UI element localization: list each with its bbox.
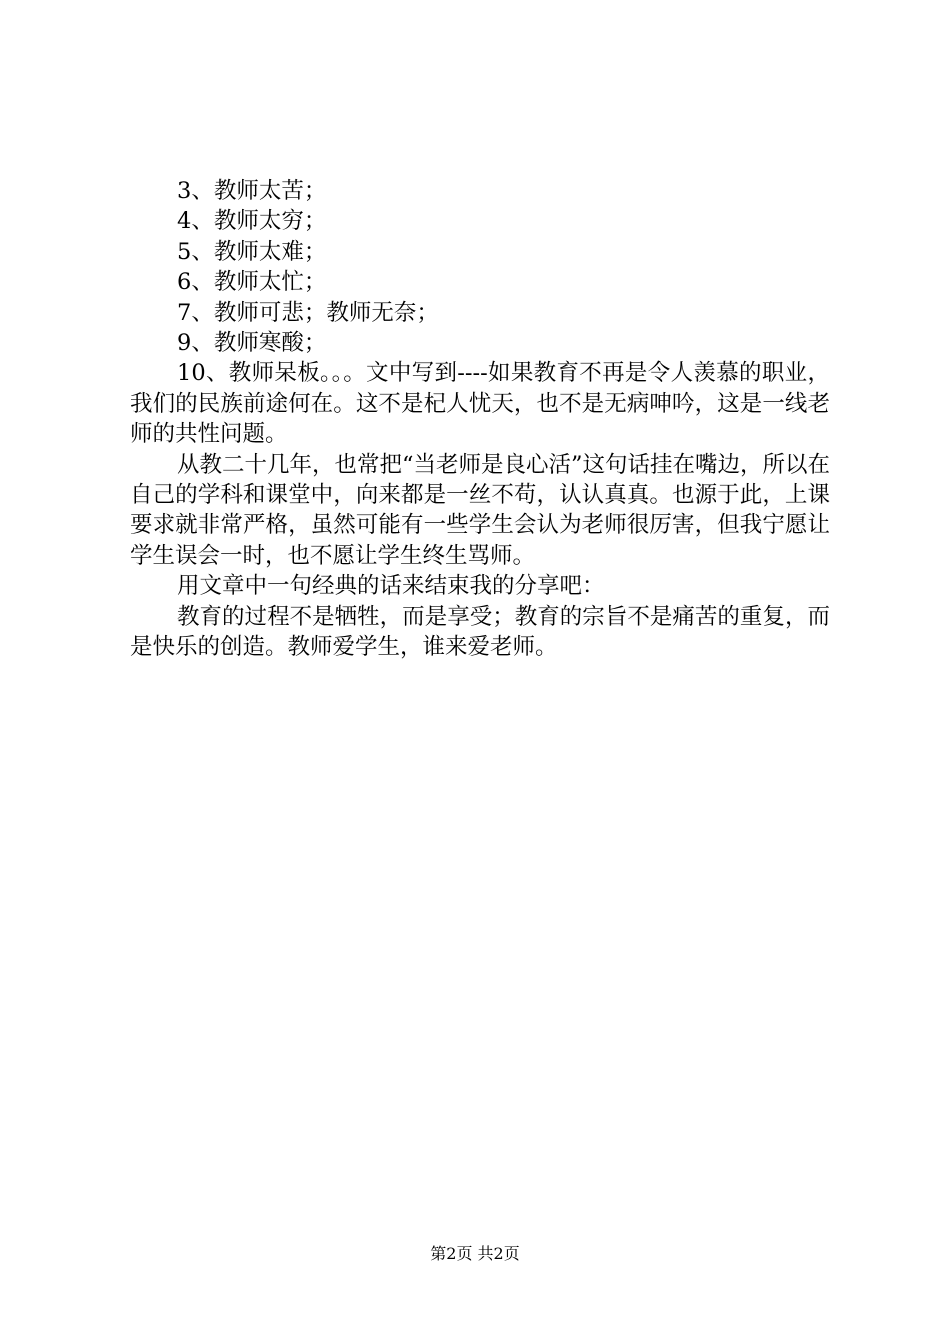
page-number: 第2页 共2页 — [430, 1244, 520, 1263]
list-item: 6、教师太忙； — [177, 269, 327, 296]
list-item: 4、教师太穷； — [177, 208, 327, 235]
list-item: 7、教师可悲；教师无奈； — [177, 299, 439, 326]
document-body — [130, 176, 830, 662]
list-item: 9、教师寒酸； — [177, 329, 327, 356]
paragraph-closing-intro: 用文章中一句经典的话来结束我的分享吧： — [177, 573, 605, 600]
page-footer — [0, 1243, 950, 1265]
paragraph-closing-quote: 教育的过程不是牺牲，而是享受；教育的宗旨不是痛苦的重复，而是快乐的创造。教师爱学生，谁来爱老师。 — [130, 603, 830, 660]
paragraph-item-10: 10、教师呆板。。。文中写到----如果教育不再是令人羡慕的职业，我们的民族前途何在。这不是杞人忧天，也不是无病呻吟，这是一线老师的共性问题。 — [130, 360, 830, 448]
list-item: 5、教师太难； — [177, 238, 327, 265]
list-item: 3、教师太苦； — [177, 178, 327, 204]
paragraph-teaching-experience: 从教二十几年，也常把“当老师是良心活”这句话挂在嘴边，所以在自己的学科和课堂中，向来都是一丝不苟，认认真真。也源于此，上课要求就非常严格，虽然可能有一些学生会认为老师很厉害，但我宁愿让学生误会一时，也不愿让学生终生骂师。 — [130, 451, 831, 569]
